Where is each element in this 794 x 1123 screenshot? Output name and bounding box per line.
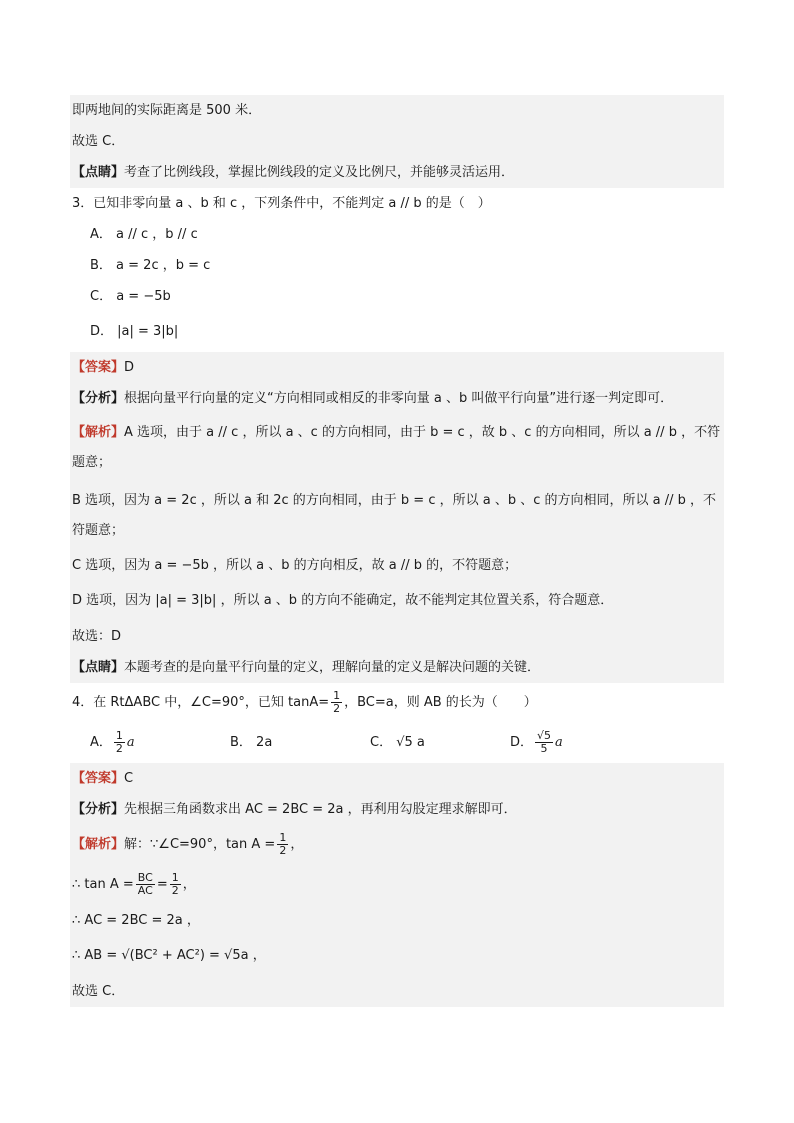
q4-answer-line xyxy=(70,763,724,794)
q4-stem-part-a: 4．在 RtΔABC 中，∠C=90°，已知 tanA= xyxy=(72,695,330,710)
q3-solution-a xyxy=(70,414,724,482)
analysis-text: 根据向量平行向量的定义“方向相同或相反的非零向量 a 、b 叫做平行向量”进行逐一判定即可． xyxy=(124,391,674,406)
analysis-text: 先根据三角函数求出 AC = 2BC = 2a ，再利用勾股定理求解即可． xyxy=(124,802,517,817)
comment-text: 考查了比例线段，掌握比例线段的定义及比例尺，并能够灵活运用． xyxy=(124,165,515,180)
fraction-denominator: 2 xyxy=(171,884,179,897)
q3-choose-line: 故选：D xyxy=(72,629,122,644)
q3-question-block xyxy=(70,188,724,352)
fraction-numerator: 1 xyxy=(171,871,179,884)
answer-tag: 【答案】 xyxy=(72,360,125,375)
q3-stem: 3．已知非零向量 a 、b 和 c ，下列条件中，不能判定 a // b 的是（ ） xyxy=(72,196,491,211)
q4-choose-line: 故选 C． xyxy=(72,984,125,999)
q2-comment-line xyxy=(70,157,724,188)
q4-solution-line-1 xyxy=(70,825,724,865)
q4-option-b: B． 2a xyxy=(230,735,273,750)
q3-answer-line xyxy=(70,352,724,383)
q4-analysis-line xyxy=(70,794,724,825)
q3-solution-c: C 选项，因为 a = −5b ，所以 a 、b 的方向相反，故 a // b 的，不符题意； xyxy=(72,558,518,573)
analysis-tag: 【分析】 xyxy=(72,802,125,817)
q4-option-a xyxy=(90,723,230,763)
fraction-denominator: 2 xyxy=(333,702,341,715)
q3-solution-block xyxy=(70,352,724,683)
fraction-numerator: 1 xyxy=(115,729,123,742)
fraction-denominator: AC xyxy=(137,884,153,897)
option-label: A． xyxy=(90,735,112,750)
option-label: D． xyxy=(510,735,534,750)
solution-tag: 【解析】 xyxy=(72,425,125,440)
answer-tag: 【答案】 xyxy=(72,771,125,786)
comment-tag: 【点睛】 xyxy=(72,660,125,675)
q3-solution-d: D 选项，因为 |a| = 3|b| ，所以 a 、b 的方向不能确定，故不能判定其位置关系，符合题意． xyxy=(72,593,614,608)
fraction-numerator: 1 xyxy=(279,831,287,844)
solution-step-suffix: ， xyxy=(290,837,304,852)
solution-fraction-half xyxy=(170,872,181,897)
q4-option-c: C． √5 a xyxy=(370,735,425,750)
solution-fraction xyxy=(277,832,288,857)
solution-step-text: 解：∵∠C=90°，tan A = xyxy=(124,837,276,852)
q2-choose-line: 故选 C． xyxy=(72,134,125,149)
fraction-numerator: √5 xyxy=(537,729,552,742)
fraction-denominator: 2 xyxy=(115,742,123,755)
q3-option-b: B． a = 2c ，b = c xyxy=(90,258,211,273)
q3-solution-b: B 选项，因为 a = 2c ，所以 a 和 2c 的方向相同，由于 b = c ，所以 a 、b 、c 的方向相同，所以 a // b ，不符题意； xyxy=(72,493,716,538)
worksheet-page xyxy=(70,95,724,1007)
q2-distance-line: 即两地间的实际距离是 500 米． xyxy=(72,103,262,118)
q4-stem-fraction xyxy=(331,690,342,715)
analysis-tag: 【分析】 xyxy=(72,391,125,406)
q4-options-row xyxy=(70,723,724,763)
option-variable: a xyxy=(126,735,135,750)
option-variable: a xyxy=(555,735,563,750)
q3-comment-line xyxy=(70,652,724,683)
q3-analysis-line xyxy=(70,383,724,414)
fraction-denominator: 5 xyxy=(540,742,548,755)
equals-sign: = xyxy=(156,877,168,892)
answer-text: D xyxy=(124,360,135,375)
option-d-fraction xyxy=(535,730,553,755)
q4-solution-line-4: ∴ AB = √(BC² + AC²) = √5a ， xyxy=(72,948,266,963)
q3-option-d: D． |a| = 3|b| xyxy=(90,324,179,339)
solution-step-suffix: ， xyxy=(182,877,196,892)
q4-option-d xyxy=(510,723,650,763)
q3-option-c: C． a = −5b xyxy=(90,289,171,304)
q4-solution-line-2 xyxy=(70,865,724,905)
q3-option-a: A． a // c ，b // c xyxy=(90,227,198,242)
answer-text: C xyxy=(124,771,134,786)
solution-fraction-bc-ac xyxy=(136,872,155,897)
solution-step-text: ∴ tan A = xyxy=(72,877,134,892)
q4-stem-part-b: ，BC=a，则 AB 的长为（ ） xyxy=(344,695,537,710)
q4-question-block xyxy=(70,683,724,763)
q4-solution-block xyxy=(70,763,724,1007)
comment-tag: 【点睛】 xyxy=(72,165,125,180)
fraction-denominator: 2 xyxy=(279,844,287,857)
option-a-fraction xyxy=(114,730,125,755)
q2-tail-block xyxy=(70,95,724,188)
q4-solution-line-3: ∴ AC = 2BC = 2a ， xyxy=(72,913,200,928)
solution-text-a: A 选项，由于 a // c ，所以 a 、c 的方向相同，由于 b = c ，故 b 、c 的方向相同，所以 a // b ，不符题意； xyxy=(72,425,721,470)
q4-stem xyxy=(70,683,724,723)
solution-tag: 【解析】 xyxy=(72,837,125,852)
comment-text: 本题考查的是向量平行向量的定义，理解向量的定义是解决问题的关键． xyxy=(124,660,541,675)
fraction-numerator: 1 xyxy=(333,689,341,702)
fraction-numerator: BC xyxy=(137,871,153,884)
